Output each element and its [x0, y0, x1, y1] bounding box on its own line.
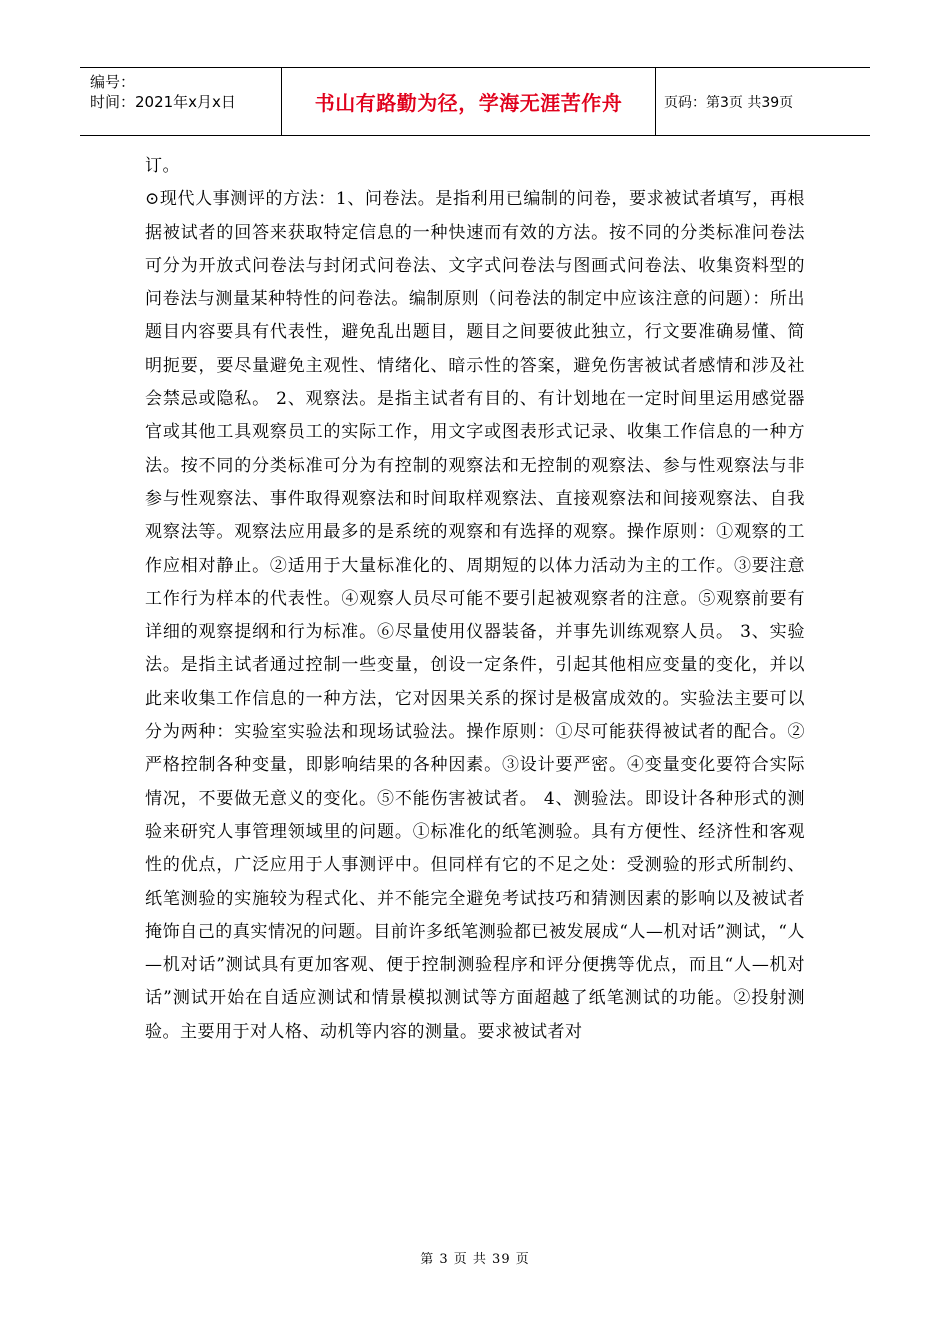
document-date: 时间：2021年x月x日 — [90, 93, 236, 111]
page-footer: 第 3 页 共 39 页 — [420, 1252, 530, 1267]
document-number-label: 编号： — [90, 73, 136, 91]
page-header — [80, 67, 870, 136]
header-motto: 书山有路勤为径，学海无涯苦作舟 — [282, 68, 656, 135]
paragraph: 订。 — [145, 156, 180, 176]
paragraph: ⊙现代人事测评的方法：1、问卷法。是指利用已编制的问卷，要求被试者填写，再根据被试者的回答来获取特定信息的一种快速而有效的方法。按不同的分类标准问卷法可分为开放式问卷法与封闭式问卷法、文字式问卷法与图画式问卷法、收集资料型的问卷法与测量某种特性的问卷法。编制原则（问卷法的制定中应该注意的问题）：所出题目内容要具有代表性，避免乱出题目，题目之间要彼此独立，行文要准确易懂、简明扼要，要尽量避免主观性、情绪化、暗示性的答案，避免伤害被试者感情和涉及社会禁忌或隐私。 2、观察法。是指主试者有目的、有计划地在一定时间里运用感觉器官或其他工具观察员工的实际工作，用文字或图表形式记录、收集工作信息的一种方法。按不同的分类标准可分为有控制的观察法和无控制的观察法、参与性观察法与非参与性观察法、事件取得观察法和时间取样观察法、直接观察法和间接观察法、自我观察法等。观察法应用最多的是系统的观察和有选择的观察。操作原则：①观察的工作应相对静止。②适用于大量标准化的、周期短的以体力活动为主的工作。③要注意工作行为样本的代表性。④观察人员尽可能不要引起被观察者的注意。⑤观察前要有详细的观察提纲和行为标准。⑥尽量使用仪器装备，并事先训练观察人员。 3、实验法。是指主试者通过控制一些变量，创设一定条件，引起其他相应变量的变化，并以此来收集工作信息的一种方法，它对因果关系的探讨是极富成效的。实验法主要可以分为两种：实验室实验法和现场试验法。操作原则：①尽可能获得被试者的配合。②严格控制各种变量，即影响结果的各种因素。③设计要严密。④变量变化要符合实际情况，不要做无意义的变化。⑤不能伤害被试者。 4、测验法。即设计各种形式的测验来研究人事管理领域里的问题。①标准化的纸笔测验。具有方便性、经济性和客观性的优点，广泛应用于人事测评中。但同样有它的不足之处：受测验的形式所制约、纸笔测验的实施较为程式化、并不能完全避免考试技巧和猜测因素的影响以及被试者掩饰自己的真实情况的问题。目前许多纸笔测验都已被发展成“人—机对话”测试，“人—机对话”测试具有更加客观、便于控制测验程序和评分便携等优点，而且“人—机对话”测试开始在自适应测试和情景模拟测试等方面超越了纸笔测试的功能。②投射测验。主要用于对人格、动机等内容的测量。要求被试者对 — [145, 189, 805, 1042]
document-body — [145, 150, 805, 1049]
header-page-info: 页码：第3页 共39页 — [664, 94, 794, 111]
header-meta — [80, 68, 282, 135]
